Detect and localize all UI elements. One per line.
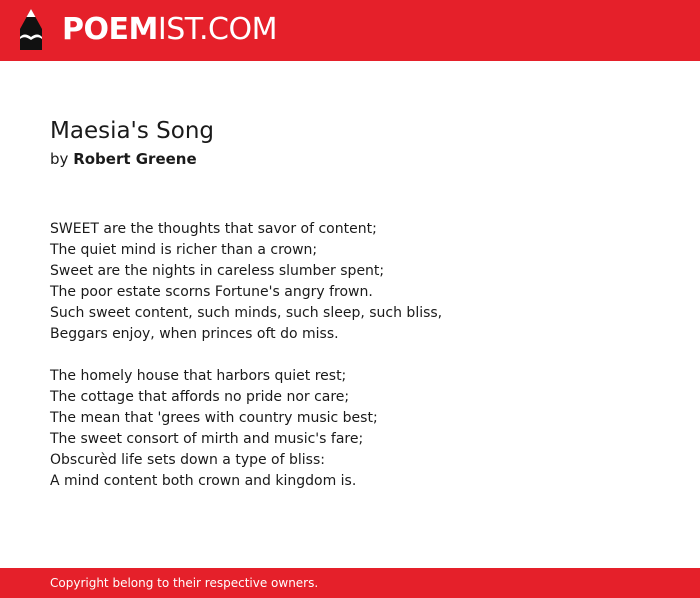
poem-line: Sweet are the nights in careless slumber spent; [50,263,385,279]
site-footer [0,568,700,598]
author-name: Robert Greene [73,150,197,168]
poem-line: A mind content both crown and kingdom is. [50,473,357,489]
poem-line: Beggars enjoy, when princes oft do miss. [50,326,339,342]
by-label: by [50,150,69,168]
poem-body [50,219,670,513]
poem-line: The poor estate scorns Fortune's angry frown. [50,284,373,300]
poem-line: The homely house that harbors quiet rest; [50,368,347,384]
poem-line: The mean that 'grees with country music best; [50,410,378,426]
poem-line: SWEET are the thoughts that savor of content; [50,221,377,237]
pencil-icon[interactable] [18,9,44,52]
poem-title: Maesia's Song [50,118,215,144]
poem-line: Obscurèd life sets down a type of bliss: [50,452,325,468]
site-logo[interactable] [62,12,277,48]
stanza [50,366,670,492]
stanza [50,219,670,345]
logo-light-text: IST.COM [157,12,277,47]
poem-line: The cottage that affords no pride nor care; [50,389,350,405]
copyright-text: Copyright belong to their respective owners. [50,576,319,590]
poem-line: The quiet mind is richer than a crown; [50,242,318,258]
poem-line: Such sweet content, such minds, such sleep, such bliss, [50,305,443,321]
byline [50,149,197,169]
site-header [0,0,700,61]
logo-bold-text: POEM [62,12,158,47]
poem-line: The sweet consort of mirth and music's fare; [50,431,364,447]
